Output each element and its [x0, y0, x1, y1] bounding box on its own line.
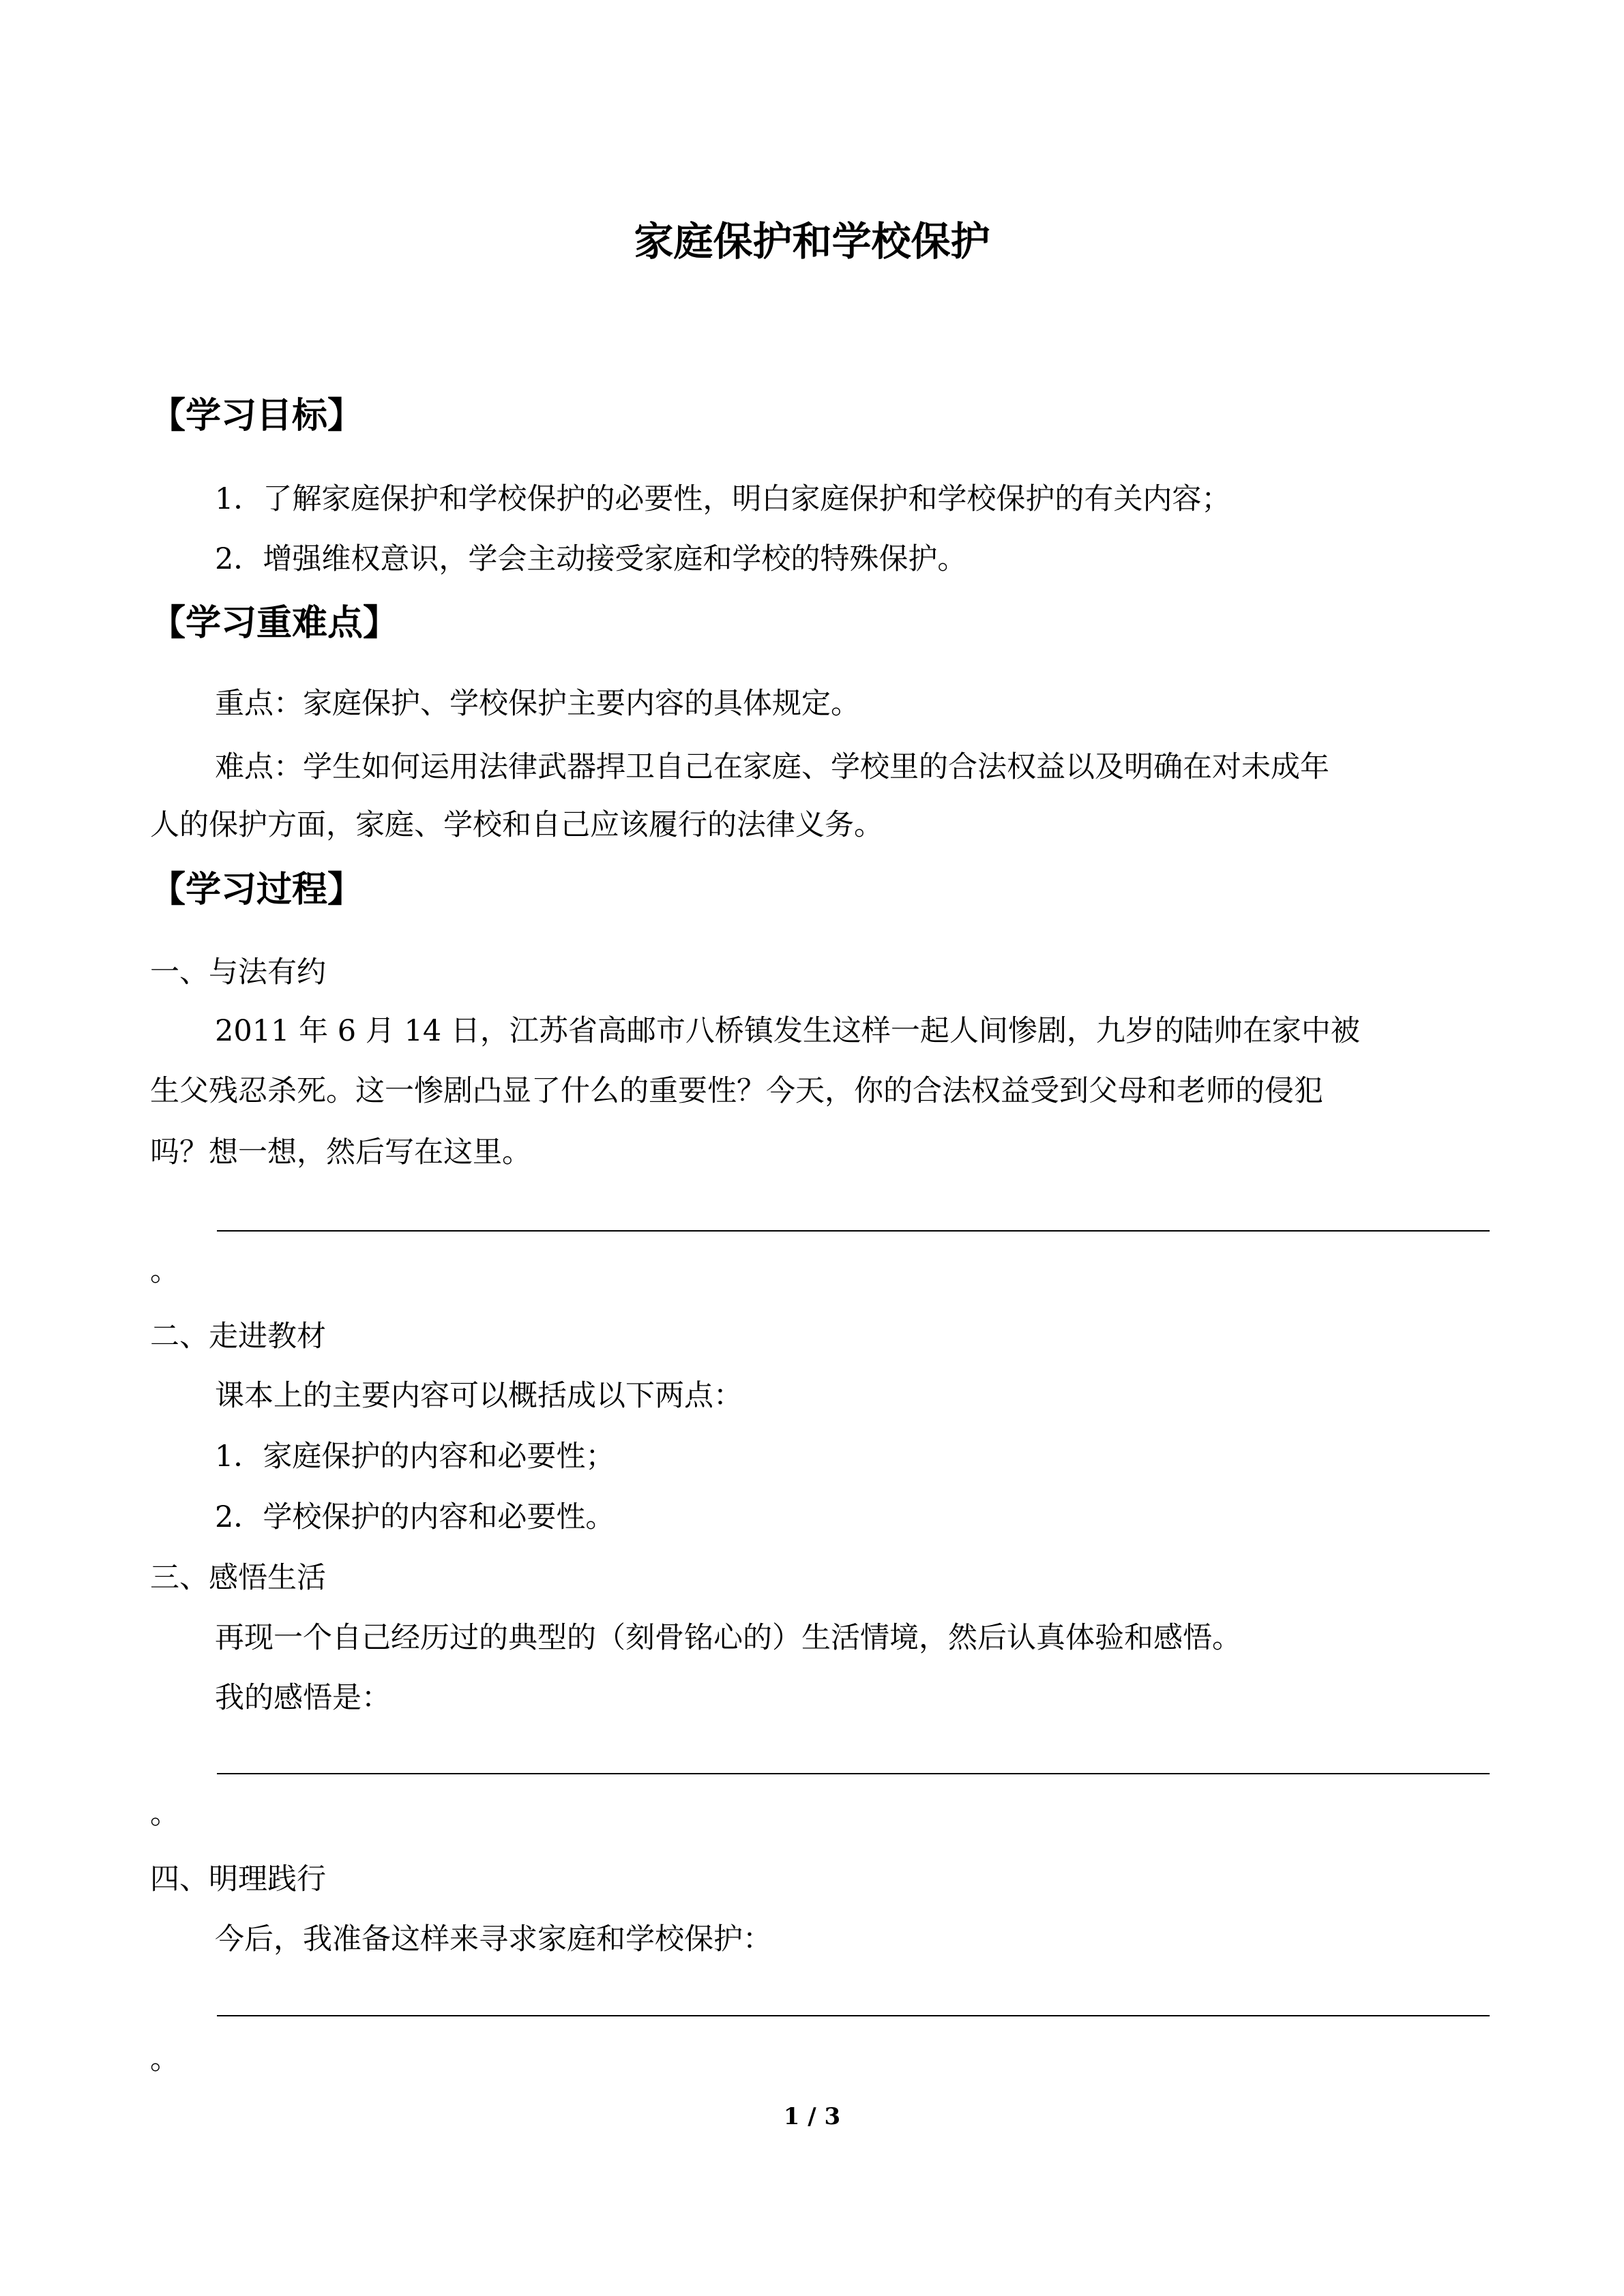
difficult-point-line-1: 难点：学生如何运用法律武器捍卫自己在家庭、学校里的合法权益以及明确在对未成年: [215, 750, 1329, 784]
part2-intro: 课本上的主要内容可以概括成以下两点：: [215, 1379, 743, 1413]
part4-line-1: 今后，我准备这样来寻求家庭和学校保护：: [215, 1922, 772, 1956]
part3-end-mark: 。: [150, 1797, 179, 1831]
objectives-heading: 【学习目标】: [150, 396, 364, 436]
part1-title: 一、与法有约: [150, 955, 326, 989]
objective-item-2: 2．增强维权意识，学会主动接受家庭和学校的特殊保护。: [215, 542, 967, 576]
part3-line-1: 再现一个自己经历过的典型的（刻骨铭心的）生活情境，然后认真体验和感悟。: [215, 1621, 1241, 1655]
answer-line-2[interactable]: [217, 1773, 1490, 1774]
document-title: 家庭保护和学校保护: [634, 218, 990, 265]
part3-line-2: 我的感悟是：: [215, 1681, 391, 1715]
part1-end-mark: 。: [150, 1254, 179, 1288]
difficult-point-line-2: 人的保护方面，家庭、学校和自己应该履行的法律义务。: [150, 808, 883, 842]
objective-item-1: 1．了解家庭保护和学校保护的必要性，明白家庭保护和学校保护的有关内容；: [215, 482, 1231, 516]
process-heading: 【学习过程】: [150, 869, 364, 910]
page-number: 1 / 3: [783, 2103, 841, 2130]
answer-line-3[interactable]: [217, 2015, 1490, 2016]
part1-line-3: 吗？想一想，然后写在这里。: [150, 1135, 531, 1169]
part2-item-1: 1．家庭保护的内容和必要性；: [215, 1440, 615, 1474]
part1-line-1: 2011 年 6 月 14 日，江苏省高邮市八桥镇发生这样一起人间惨剧，九岁的陆帅在家中被: [215, 1014, 1360, 1048]
answer-line-1[interactable]: [217, 1230, 1490, 1232]
part2-item-2: 2．学校保护的内容和必要性。: [215, 1500, 615, 1534]
part2-title: 二、走进教材: [150, 1320, 326, 1354]
key-point-text: 重点：家庭保护、学校保护主要内容的具体规定。: [215, 687, 860, 721]
part3-title: 三、感悟生活: [150, 1561, 326, 1595]
part4-end-mark: 。: [150, 2042, 179, 2076]
key-points-heading: 【学习重难点】: [150, 603, 399, 644]
part1-line-2: 生父残忍杀死。这一惨剧凸显了什么的重要性？今天，你的合法权益受到父母和老师的侵犯: [150, 1074, 1323, 1108]
part4-title: 四、明理践行: [150, 1862, 326, 1896]
